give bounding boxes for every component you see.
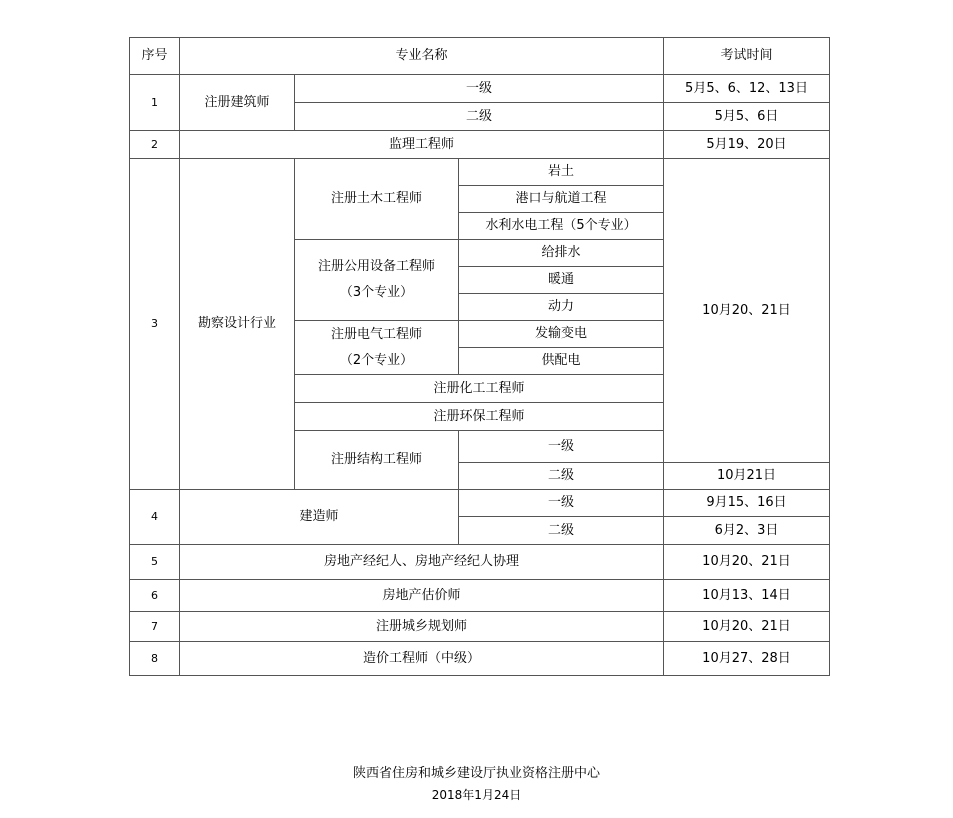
exam-schedule-table <box>129 37 830 676</box>
exam-time: 10月21日 <box>664 463 830 490</box>
sub-specialty <box>295 240 459 321</box>
major-cell: 港口与航道工程 <box>459 186 664 213</box>
exam-time: 5月5、6日 <box>664 103 830 131</box>
level-cell: 二级 <box>459 517 664 545</box>
table-row <box>130 75 830 103</box>
exam-time: 5月19、20日 <box>664 131 830 159</box>
row-number: 1 <box>130 75 180 131</box>
specialty-name: 勘察设计行业 <box>180 159 295 490</box>
row-number: 4 <box>130 490 180 545</box>
exam-time: 9月15、16日 <box>664 490 830 517</box>
sub-specialty-note: （3个专业） <box>339 285 414 300</box>
level-cell: 一级 <box>459 431 664 463</box>
level-cell: 一级 <box>459 490 664 517</box>
table-row <box>130 490 830 517</box>
exam-time: 6月2、3日 <box>664 517 830 545</box>
issuer-name: 陕西省住房和城乡建设厅执业资格注册中心 <box>352 766 600 781</box>
header-row <box>130 38 830 75</box>
row-number: 7 <box>130 612 180 642</box>
row-number: 3 <box>130 159 180 490</box>
sub-specialty-title: 注册电气工程师 <box>330 326 422 342</box>
specialty-name: 造价工程师（中级） <box>180 642 664 676</box>
exam-time: 10月13、14日 <box>664 580 830 612</box>
major-cell: 供配电 <box>459 348 664 375</box>
specialty-name: 监理工程师 <box>180 131 664 159</box>
exam-time: 5月5、6、12、13日 <box>664 75 830 103</box>
table-row <box>130 580 830 612</box>
major-cell: 岩土 <box>459 159 664 186</box>
level-cell: 二级 <box>459 463 664 490</box>
row-number: 2 <box>130 131 180 159</box>
specialty-name: 建造师 <box>180 490 459 545</box>
sub-specialty: 注册环保工程师 <box>295 403 664 431</box>
row-number: 6 <box>130 580 180 612</box>
sub-specialty: 注册化工工程师 <box>295 375 664 403</box>
major-cell: 暖通 <box>459 267 664 294</box>
exam-time: 10月20、21日 <box>664 159 830 463</box>
exam-time: 10月20、21日 <box>664 545 830 580</box>
sub-specialty-note: （2个专业） <box>339 352 414 368</box>
major-cell: 水利水电工程（5个专业） <box>459 213 664 240</box>
level-cell: 二级 <box>295 103 664 131</box>
sub-specialty: 注册结构工程师 <box>295 431 459 490</box>
specialty-name: 房地产经纪人、房地产经纪人协理 <box>180 545 664 580</box>
table-row <box>130 612 830 642</box>
header-no: 序号 <box>130 38 180 75</box>
table-row <box>130 159 830 186</box>
header-time: 考试时间 <box>664 38 830 75</box>
major-cell: 动力 <box>459 294 664 321</box>
table-row <box>130 545 830 580</box>
issue-date: 2018年1月24日 <box>431 788 522 802</box>
header-name: 专业名称 <box>180 38 664 75</box>
level-cell: 一级 <box>295 75 664 103</box>
specialty-name: 注册城乡规划师 <box>180 612 664 642</box>
table-row <box>130 131 830 159</box>
row-number: 5 <box>130 545 180 580</box>
row-number: 8 <box>130 642 180 676</box>
sub-specialty-title: 注册公用设备工程师 <box>317 259 435 274</box>
sub-specialty <box>295 321 459 375</box>
exam-time: 10月27、28日 <box>664 642 830 676</box>
exam-time: 10月20、21日 <box>664 612 830 642</box>
sub-specialty: 注册土木工程师 <box>295 159 459 240</box>
table-row <box>130 642 830 676</box>
specialty-name: 房地产估价师 <box>180 580 664 612</box>
major-cell: 发输变电 <box>459 321 664 348</box>
specialty-name: 注册建筑师 <box>180 75 295 131</box>
major-cell: 给排水 <box>459 240 664 267</box>
